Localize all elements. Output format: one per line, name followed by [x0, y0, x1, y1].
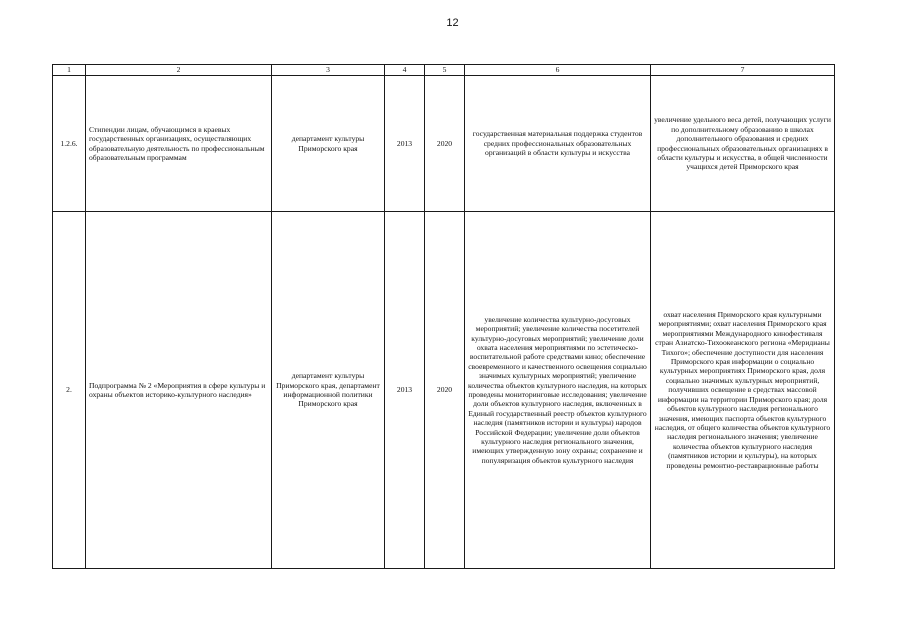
column-header: 2	[86, 65, 272, 76]
executor: департамент культуры Приморского края	[272, 76, 385, 212]
program-table	[52, 64, 835, 569]
measure-name: Стипендии лицам, обучающимся в краевых государственных организациях, осуществляющих образовательную деятельность по профессиональным образовательным программам	[86, 76, 272, 212]
table-header-row	[53, 65, 835, 76]
end-year: 2020	[425, 212, 465, 569]
start-year: 2013	[385, 76, 425, 212]
executor: департамент культуры Приморского края, департамент информационной политики Приморского края	[272, 212, 385, 569]
column-header: 3	[272, 65, 385, 76]
column-header: 6	[465, 65, 651, 76]
expected-result: государственная материальная поддержка студентов средних профессиональных образовательных организаций в области культуры и искусства	[465, 76, 651, 212]
row-number: 1.2.6.	[53, 76, 86, 212]
indicator: охват населения Приморского края культурными мероприятиями; охват населения Приморского края мероприятиями Международного кинофестиваля стран Азиатско-Тихоокеанского региона «Меридианы Тихого»; обеспечение доступности для населения Приморского края информации о социально культурных мероприятиях Приморского края, доля социально значимых культурных мероприятий, получивших освещение в средствах массовой информации на территории Приморского края; доля объектов культурного наследия регионального значения, имеющих паспорта объектов культурного наследия, от общего количества объектов культурного наследия регионального значения; увеличение количества объектов культурного наследия (памятников истории и культуры), на которых проведены ремонтно-реставрационные работы	[651, 212, 835, 569]
expected-result: увеличение количества культурно-досуговых мероприятий; увеличение количества посетителей культурно-досуговых мероприятий; увеличение доли охвата населения мероприятиями по эстетическо-воспитательной работе средствами кино; обеспечение своевременного и качественного освещения социально значимых культурных мероприятий; увеличение количества объектов культурного наследия, на которых проведены мониторинговые исследования; увеличение доли объектов культурного наследия, включенных в Единый государственный реестр объектов культурного наследия (памятников истории и культуры) народов Российской Федерации; увеличение доли объектов культурного наследия регионального значения, имеющих утвержденную зону охраны; сохранение и популяризация объектов культурного наследия	[465, 212, 651, 569]
start-year: 2013	[385, 212, 425, 569]
end-year: 2020	[425, 76, 465, 212]
column-header: 1	[53, 65, 86, 76]
column-header: 7	[651, 65, 835, 76]
row-number: 2.	[53, 212, 86, 569]
page-number: 12	[446, 17, 459, 29]
column-header: 5	[425, 65, 465, 76]
measure-name: Подпрограмма № 2 «Мероприятия в сфере культуры и охраны объектов историко-культурного наследия»	[86, 212, 272, 569]
table-row	[53, 76, 835, 212]
indicator: увеличение удельного веса детей, получающих услуги по дополнительному образованию в школах дополнительного образования и средних профессиональных образовательных организациях в области культуры и искусства, в общей численности учащихся детей Приморского края	[651, 76, 835, 212]
table-row	[53, 212, 835, 569]
column-header: 4	[385, 65, 425, 76]
